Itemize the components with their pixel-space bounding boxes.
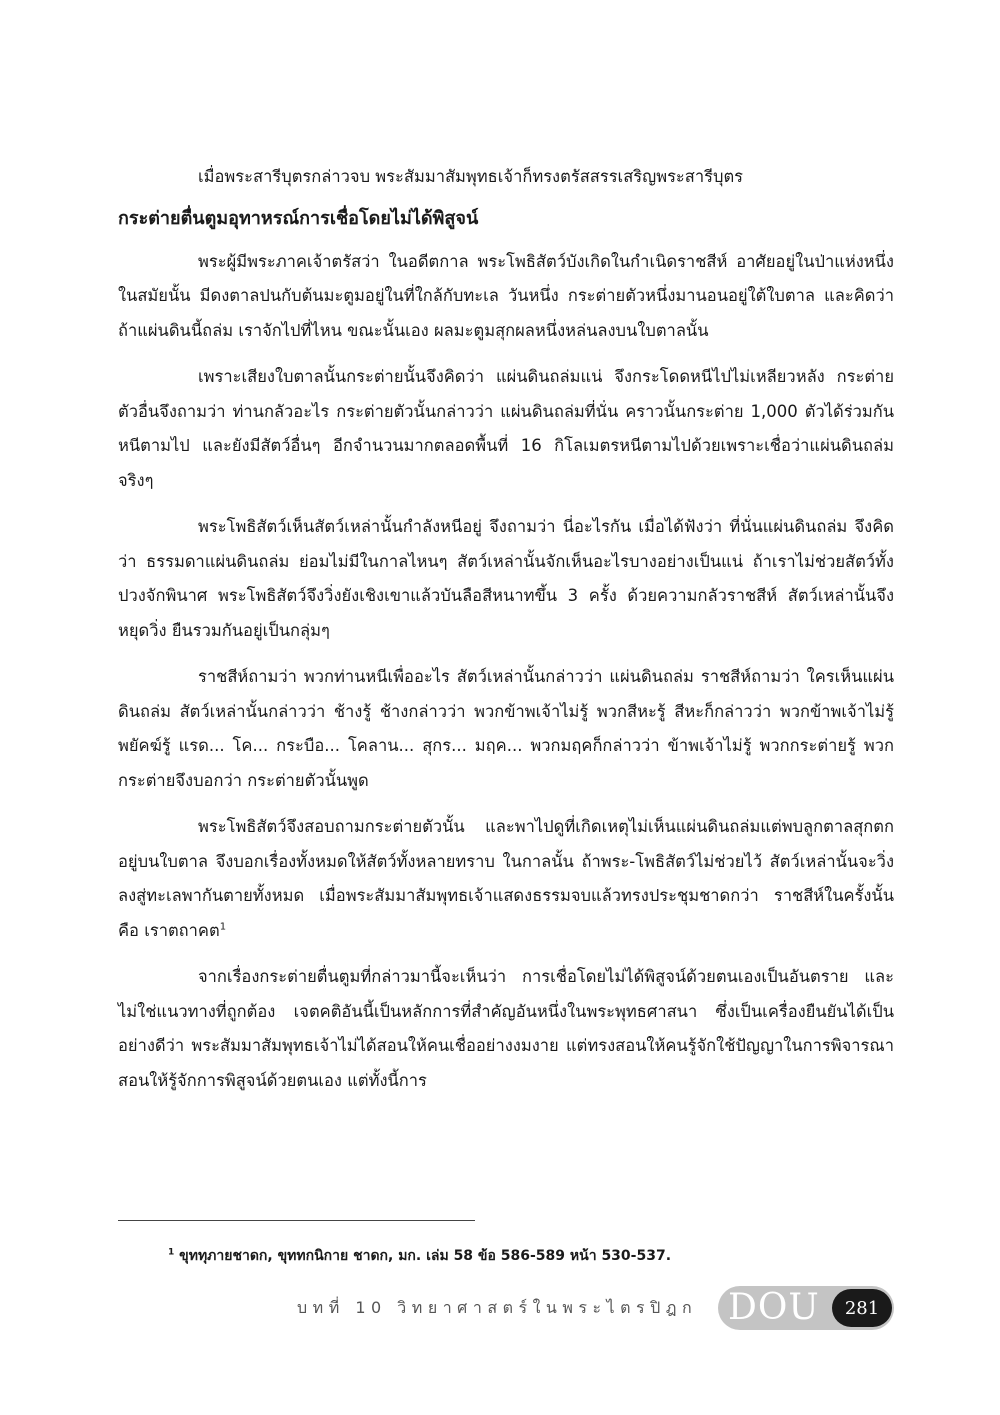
footnote-divider [118,1220,475,1221]
paragraph-3: พระโพธิสัตว์เห็นสัตว์เหล่านั้นกำลังหนีอยู่ จึงถามว่า นี่อะไรกัน เมื่อได้ฟังว่า ที่นั่นแผ่นดินถล่ม จึงคิดว่า ธรรมดาแผ่นดินถล่ม ย่อมไม่มีในกาลไหนๆ สัตว์เหล่านั้นจักเห็นอะไรบางอย่างเป็นแน่ ถ้าเราไม่ช่วยสัตว์ทั้งปวงจักพินาศ พระโพธิสัตว์จึงวิ่งยังเชิงเขาแล้วบันลือสีหนาทขึ้น 3 ครั้ง ด้วยความกลัวราชสีห์ สัตว์เหล่านั้นจึงหยุดวิ่ง ยืนรวมกันอยู่เป็นกลุ่มๆ [118,517,894,640]
paragraph-1: พระผู้มีพระภาคเจ้าตรัสว่า ในอดีตกาล พระโพธิสัตว์บังเกิดในกำเนิดราชสีห์ อาศัยอยู่ในป่าแห่งหนึ่ง ในสมัยนั้น มีดงตาลปนกับต้นมะตูมอยู่ในที่ใกล้กับทะเล วันหนึ่ง กระต่ายตัวหนึ่งมานอนอยู่ใต้ใบตาล และคิดว่า ถ้าแผ่นดินนี้ถล่ม เราจักไปที่ไหน ขณะนั้นเอง ผลมะตูมสุกผลหนึ่งหล่นลงบนใบตาลนั้น [118,251,894,340]
page-footer [0,1284,1000,1334]
chapter-title: บทที่ 10 วิทยาศาสตร์ในพระไตรปิฎก [297,1298,698,1317]
page-number: 281 [832,1289,892,1327]
paragraph-5 [118,810,894,948]
dou-logo: DOU [728,1287,820,1328]
footnote-reference[interactable]: 1 [219,921,227,932]
footnote-marker: 1 [168,1247,175,1258]
paragraph-4: ราชสีห์ถามว่า พวกท่านหนีเพื่ออะไร สัตว์เหล่านั้นกล่าวว่า แผ่นดินถล่ม ราชสีห์ถามว่า ใครเห็นแผ่นดินถล่ม สัตว์เหล่านั้นกล่าวว่า ช้างรู้ ช้างกล่าวว่า พวกข้าพเจ้าไม่รู้ พวกสีหะรู้ สีหะก็กล่าวว่า พวกข้าพเจ้าไม่รู้ พยัคฆ์รู้ แรด... โค... กระบือ... โคลาน... สุกร... มฤค... พวกมฤคก็กล่าวว่า ข้าพเจ้าไม่รู้ พวกกระต่ายรู้ พวกกระต่ายจึงบอกว่า กระต่ายตัวนั้นพูด [118,667,894,790]
dou-badge [718,1286,894,1330]
intro-paragraph: เมื่อพระสารีบุตรกล่าวจบ พระสัมมาสัมพุทธเจ้าก็ทรงตรัสสรรเสริญพระสารีบุตร [198,167,744,186]
section-heading: กระต่ายตื่นตูมอุทาหรณ์การเชื่อโดยไม่ได้พิสูจน์ [118,207,479,229]
main-content [118,160,894,1110]
footnote-text: ขุททุภายชาดก, ขุททกนิกาย ชาดก, มก. เล่ม 58 ข้อ 586-589 หน้า 530-537. [179,1248,672,1264]
paragraph-6: จากเรื่องกระต่ายตื่นตูมที่กล่าวมานี้จะเห็นว่า การเชื่อโดยไม่ได้พิสูจน์ด้วยตนเองเป็นอันตราย และไม่ใช่แนวทางที่ถูกต้อง เจตคติอันนี้เป็นหลักการที่สำคัญอันหนึ่งในพระพุทธศาสนา ซึ่งเป็นเครื่องยืนยันได้เป็นอย่างดีว่า พระสัมมาสัมพุทธเจ้าไม่ได้สอนให้คนเชื่ออย่างงมงาย แต่ทรงสอนให้คนรู้จักใช้ปัญญาในการพิจารณา สอนให้รู้จักการพิสูจน์ด้วยตนเอง แต่ทั้งนี้การ [118,967,894,1090]
paragraph-5-text: พระโพธิสัตว์จึงสอบถามกระต่ายตัวนั้น และพาไปดูที่เกิดเหตุไม่เห็นแผ่นดินถล่มแต่พบลูกตาลสุกตกอยู่บนใบตาล จึงบอกเรื่องทั้งหมดให้สัตว์ทั้งหลายทราบ ในกาลนั้น ถ้าพระ-โพธิสัตว์ไม่ช่วยไว้ สัตว์เหล่านั้นจะวิ่งลงสู่ทะเลพากันตายทั้งหมด เมื่อพระสัมมาสัมพุทธเจ้าแสดงธรรมจบแล้วทรงประชุมชาดกว่า ราชสีห์ในครั้งนั้น คือ เราตถาคต [118,817,894,940]
paragraph-2: เพราะเสียงใบตาลนั้นกระต่ายนั้นจึงคิดว่า แผ่นดินถล่มแน่ จึงกระโดดหนีไปไม่เหลียวหลัง กระต่ายตัวอื่นจึงถามว่า ท่านกลัวอะไร กระต่ายตัวนั้นกล่าวว่า แผ่นดินถล่มที่นั่น คราวนั้นกระต่าย 1,000 ตัวได้ร่วมกันหนีตามไป และยังมีสัตว์อื่นๆ อีกจำนวนมากตลอดพื้นที่ 16 กิโลเมตรหนีตามไปด้วยเพราะเชื่อว่าแผ่นดินถล่มจริงๆ [118,367,894,490]
footnote [168,1246,888,1266]
